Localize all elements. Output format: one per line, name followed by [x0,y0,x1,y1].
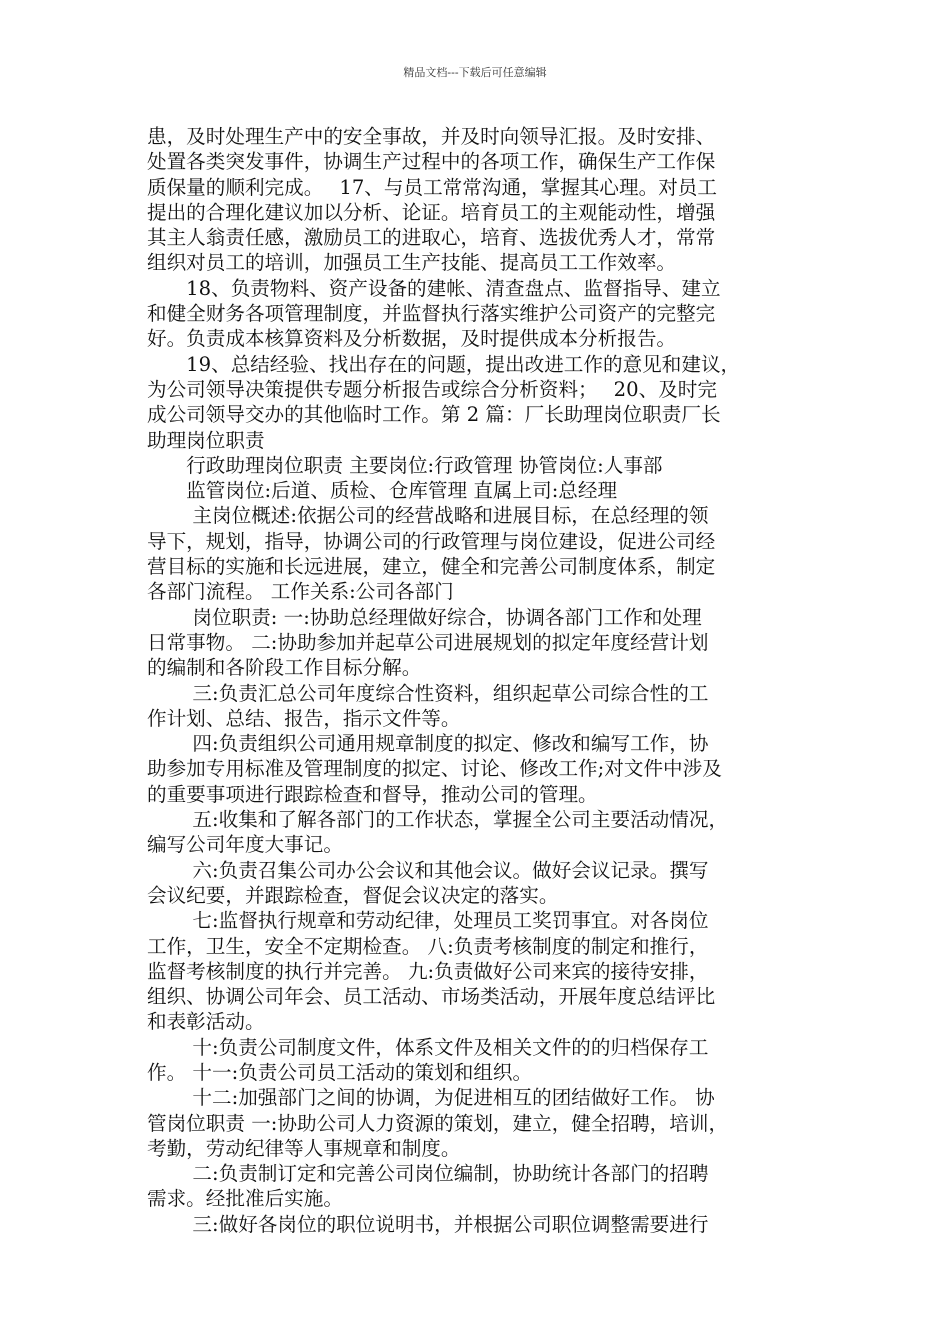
text-line: 主岗位概述:依据公司的经营战略和进展目标，在总经理的领 [147,504,709,528]
text-line: 的编制和各阶段工作目标分解。 [147,656,422,680]
text-line: 各部门流程。 工作关系:公司各部门 [147,580,454,604]
text-line: 18、负责物料、资产设备的建帐、清查盘点、监督指导、建立 [147,276,721,300]
text-line: 和健全财务各项管理制度，并监督执行落实维护公司资产的完整完 [147,302,716,326]
text-line: 组织、协调公司年会、员工活动、市场类活动，开展年度总结评比 [147,985,716,1009]
text-line: 助参加专用标准及管理制度的拟定、讨论、修改工作;对文件中涉及 [147,757,722,781]
text-line: 监督考核制度的执行并完善。 九:负责做好公司来宾的接待安排， [147,959,709,983]
text-line: 处置各类突发事件，协调生产过程中的各项工作，确保生产工作保 [147,150,716,174]
text-line: 管岗位职责 一:协助公司人力资源的策划，建立，健全招聘，培训， [147,1111,729,1135]
text-line: 作。 十一:负责公司员工活动的策划和组织。 [147,1060,533,1084]
text-line: 作计划、总结、报告，指示文件等。 [147,706,461,730]
text-line: 其主人翁责任感，激励员工的进取心，培育、选拔优秀人才，常常 [147,226,716,250]
text-line: 和表彰活动。 [147,1010,265,1034]
text-line: 会议纪要，并跟踪检查，督促会议决定的落实。 [147,883,559,907]
text-line: 五:收集和了解各部门的工作状态，掌握全公司主要活动情况， [147,808,729,832]
text-line: 19、总结经验、找出存在的问题，提出改进工作的意见和建议， [147,352,741,376]
text-line: 日常事物。 二:协助参加并起草公司进展规划的拟定年度经营计划 [147,630,709,654]
text-line: 十二:加强部门之间的协调，为促进相互的团结做好工作。 协 [147,1086,715,1110]
text-line: 六:负责召集公司办公会议和其他会议。做好会议记录。撰写 [147,858,709,882]
text-line: 七:监督执行规章和劳动纪律，处理员工奖罚事宜。对各岗位 [147,909,709,933]
text-line: 成公司领导交办的其他临时工作。第 2 篇：厂长助理岗位职责厂长 [147,403,721,427]
text-line: 三:负责汇总公司年度综合性资料，组织起草公司综合性的工 [147,681,709,705]
text-line: 需求。经批准后实施。 [147,1187,343,1211]
text-line: 行政助理岗位职责 主要岗位:行政管理 协管岗位:人事部 [147,453,663,477]
text-line: 编写公司年度大事记。 [147,833,343,857]
text-line: 三:做好各岗位的职位说明书，并根据公司职位调整需要进行 [147,1212,709,1236]
text-line: 的重要事项进行跟踪检查和督导，推动公司的管理。 [147,782,598,806]
text-line: 二:负责制订定和完善公司岗位编制，协助统计各部门的招聘 [147,1162,709,1186]
page-header: 精品文档---下载后可任意编辑 [403,66,547,79]
text-line: 好。负责成本核算资料及分析数据，及时提供成本分析报告。 [147,327,677,351]
text-line: 岗位职责: 一:协助总经理做好综合，协调各部门工作和处理 [147,605,702,629]
text-line: 监管岗位:后道、质检、仓库管理 直属上司:总经理 [147,479,618,503]
text-line: 提出的合理化建议加以分析、论证。培育员工的主观能动性，增强 [147,200,716,224]
text-line: 十:负责公司制度文件，体系文件及相关文件的的归档保存工 [147,1035,709,1059]
text-line: 考勤，劳动纪律等人事规章和制度。 [147,1136,461,1160]
text-line: 工作，卫生，安全不定期检查。 八:负责考核制度的制定和推行， [147,934,709,958]
text-line: 助理岗位职责 [147,428,265,452]
text-line: 导下，规划，指导，协调公司的行政管理与岗位建设，促进公司经 [147,529,716,553]
text-line: 四:负责组织公司通用规章制度的拟定、修改和编写工作，协 [147,732,709,756]
text-line: 组织对员工的培训，加强员工生产技能、提高员工工作效率。 [147,251,677,275]
document-body [147,124,811,1237]
text-line: 营目标的实施和长远进展，建立，健全和完善公司制度体系，制定 [147,555,716,579]
text-line: 为公司领导决策提供专题分析报告或综合分析资料； 20、及时完 [147,377,717,401]
text-line: 质保量的顺利完成。 17、与员工常常沟通，掌握其心理。对员工 [147,175,717,199]
text-line: 患，及时处理生产中的安全事故，并及时向领导汇报。及时安排、 [147,125,716,148]
